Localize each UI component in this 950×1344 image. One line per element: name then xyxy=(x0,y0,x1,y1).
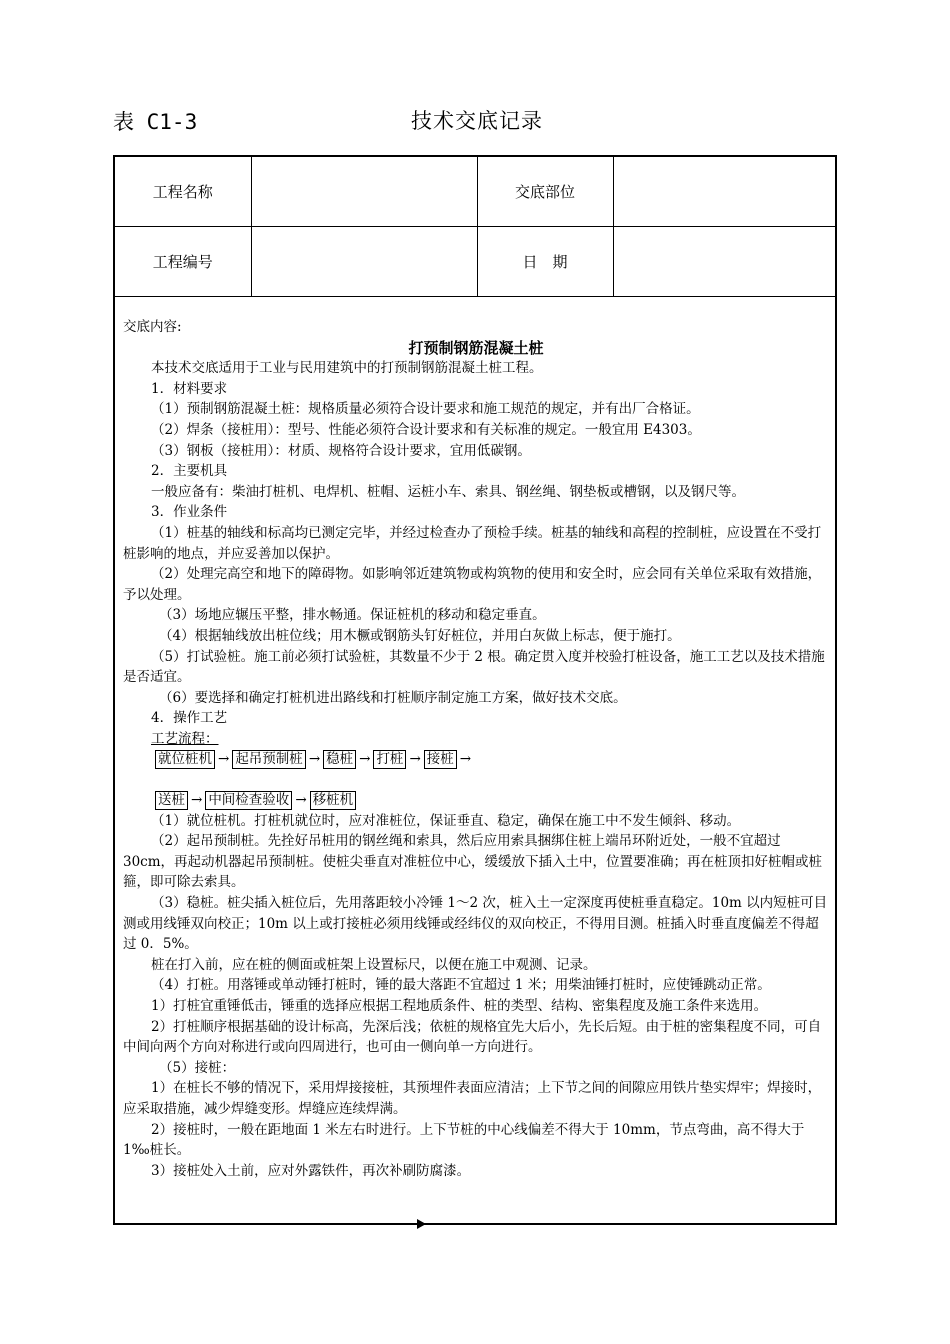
project-no-label: 工程编号 xyxy=(115,227,251,297)
paragraph: （5）接桩： xyxy=(159,1059,236,1076)
section-heading: 3．作业条件 xyxy=(151,504,228,521)
section-heading: 4．操作工艺 xyxy=(151,710,228,727)
process-flow-row-1 xyxy=(123,749,829,770)
flow-arrow: → xyxy=(359,751,371,768)
project-name-label: 工程名称 xyxy=(115,157,251,227)
paragraph: （2）起吊预制桩。先拴好吊桩用的钢丝绳和索具，然后应用索具捆绑住桩上端吊环附近处，一般不宜超过 30cm，再起动机器起吊预制桩。使桩尖垂直对准桩位中心，缓缓放下插入土中，位置要准确；再在桩顶扣好桩帽或桩箍，即可除去索具。 xyxy=(123,833,823,891)
paragraph: （2）处理完高空和地下的障碍物。如影响邻近建筑物或构筑物的使用和安全时，应会同有关单位采取有效措施，予以处理。 xyxy=(123,566,822,603)
intro-text: 本技术交底适用于工业与民用建筑中的打预制钢筋混凝土桩工程。 xyxy=(151,360,543,377)
paragraph: （5）打试验桩。施工前必须打试验桩，其数量不少于 2 根。确定贯入度并校验打桩设备，施工工艺以及技术措施是否适宜。 xyxy=(123,648,825,686)
paragraph: 1）在桩长不够的情况下，采用焊接接桩，其预埋件表面应清洁；上下节之间的间隙应用铁片垫实焊牢；焊接时，应采取措施，减少焊缝变形。焊缝应连续焊满。 xyxy=(123,1080,822,1117)
content-label: 交底内容: xyxy=(123,319,182,335)
paragraph: 桩在打入前，应在桩的侧面或桩架上设置标尺，以便在施工中观测、记录。 xyxy=(151,956,597,973)
flow-arrow: → xyxy=(218,751,230,768)
flow-step: 移桩机 xyxy=(310,791,357,810)
flow-step: 打桩 xyxy=(373,750,406,769)
project-name-field[interactable] xyxy=(251,157,477,227)
process-flow-row-2 xyxy=(123,790,829,811)
paragraph: （3）钢板（接桩用）：材质、规格符合设计要求，宜用低碳钢。 xyxy=(151,442,531,459)
paragraph: （3）稳桩。桩尖插入桩位后，先用落距较小冷锤 1～2 次，桩入土一定深度再使桩垂直稳定。10m 以内短桩可目测或用线锤双向校正；10m 以上或打接桩必须用线锤或经纬仪的双向校正，不得用目测。桩插入时垂直度偏差不得超过 0．5%。 xyxy=(123,895,828,953)
paragraph: 3）接桩处入土前，应对外露铁件，再次补刷防腐漆。 xyxy=(151,1162,471,1179)
paragraph: 2）接桩时，一般在距地面 1 米左右时进行。上下节桩的中心线偏差不得大于 10mm，节点弯曲，高不得大于 1‰桩长。 xyxy=(123,1121,805,1159)
page-continue-arrow-icon xyxy=(417,1219,426,1229)
section-heading: 1．材料要求 xyxy=(151,380,228,397)
date-field[interactable] xyxy=(613,227,835,297)
flow-step: 送桩 xyxy=(155,791,188,810)
table-row xyxy=(115,157,835,227)
content-title: 打预制钢筋混凝土桩 xyxy=(408,338,544,357)
flow-arrow: → xyxy=(191,792,203,809)
flow-step: 起吊预制桩 xyxy=(232,750,306,769)
flow-step: 就位桩机 xyxy=(155,750,215,769)
flow-step: 稳桩 xyxy=(323,750,356,769)
paragraph: 一般应备有：柴油打桩机、电焊机、桩帽、运桩小车、索具、钢丝绳、钢垫板或槽钢，以及钢尺等。 xyxy=(151,483,745,500)
flow-label: 工艺流程： xyxy=(151,730,219,747)
position-field[interactable] xyxy=(613,157,835,227)
flow-arrow: → xyxy=(459,751,472,768)
paragraph: （3）场地应辗压平整，排水畅通。保证桩机的移动和稳定垂直。 xyxy=(159,607,546,624)
paragraph: （1）就位桩机。打桩机就位时，应对准桩位，保证垂直、稳定，确保在施工中不发生倾斜、移动。 xyxy=(151,812,741,829)
paragraph: （4）打桩。用落锤或单动锤打桩时，锤的最大落距不宜超过 1 米；用柴油锤打桩时，应使锤跳动正常。 xyxy=(151,977,771,994)
position-label: 交底部位 xyxy=(477,157,613,227)
flow-step: 接桩 xyxy=(424,750,457,769)
flow-step: 中间检查验收 xyxy=(205,791,292,810)
paragraph: （2）焊条（接桩用）：型号、性能必须符合设计要求和有关标准的规定。一般宜用 E4303。 xyxy=(151,421,701,438)
document-title: 技术交底记录 xyxy=(411,109,543,133)
project-no-field[interactable] xyxy=(251,227,477,297)
paragraph: （1）桩基的轴线和标高均已测定完毕，并经过检查办了预检手续。桩基的轴线和高程的控制桩，应设置在不受打桩影响的地点，并应妥善加以保护。 xyxy=(123,524,822,562)
content-body xyxy=(123,317,829,1181)
paragraph: （6）要选择和确定打桩机进出路线和打桩顺序制定施工方案，做好技术交底。 xyxy=(159,689,627,706)
flow-arrow: → xyxy=(308,751,321,768)
section-heading: 2．主要机具 xyxy=(151,463,228,480)
info-table xyxy=(115,157,835,297)
date-label: 日 期 xyxy=(477,227,613,297)
paragraph: 1）打桩宜重锤低击，锤重的选择应根据工程地质条件、桩的类型、结构、密集程度及施工条件来选用。 xyxy=(151,998,768,1014)
table-row xyxy=(115,227,835,297)
paragraph: （4）根据轴线放出桩位线；用木橛或钢筋头钉好桩位，并用白灰做上标志，便于施打。 xyxy=(159,627,681,644)
flow-arrow: → xyxy=(409,751,421,768)
paragraph: （1）预制钢筋混凝土桩：规格质量必须符合设计要求和施工规范的规定，并有出厂合格证。 xyxy=(151,401,700,418)
paragraph: 2）打桩顺序根据基础的设计标高，先深后浅；依桩的规格宜先大后小，先长后短。由于桩的密集程度不同，可自中间向两个方向对称进行或向四周进行，也可由一侧向单一方向进行。 xyxy=(123,1018,822,1056)
form-code: 表 C1-3 xyxy=(113,110,198,134)
record-form xyxy=(113,155,837,1225)
flow-arrow: → xyxy=(295,792,307,809)
